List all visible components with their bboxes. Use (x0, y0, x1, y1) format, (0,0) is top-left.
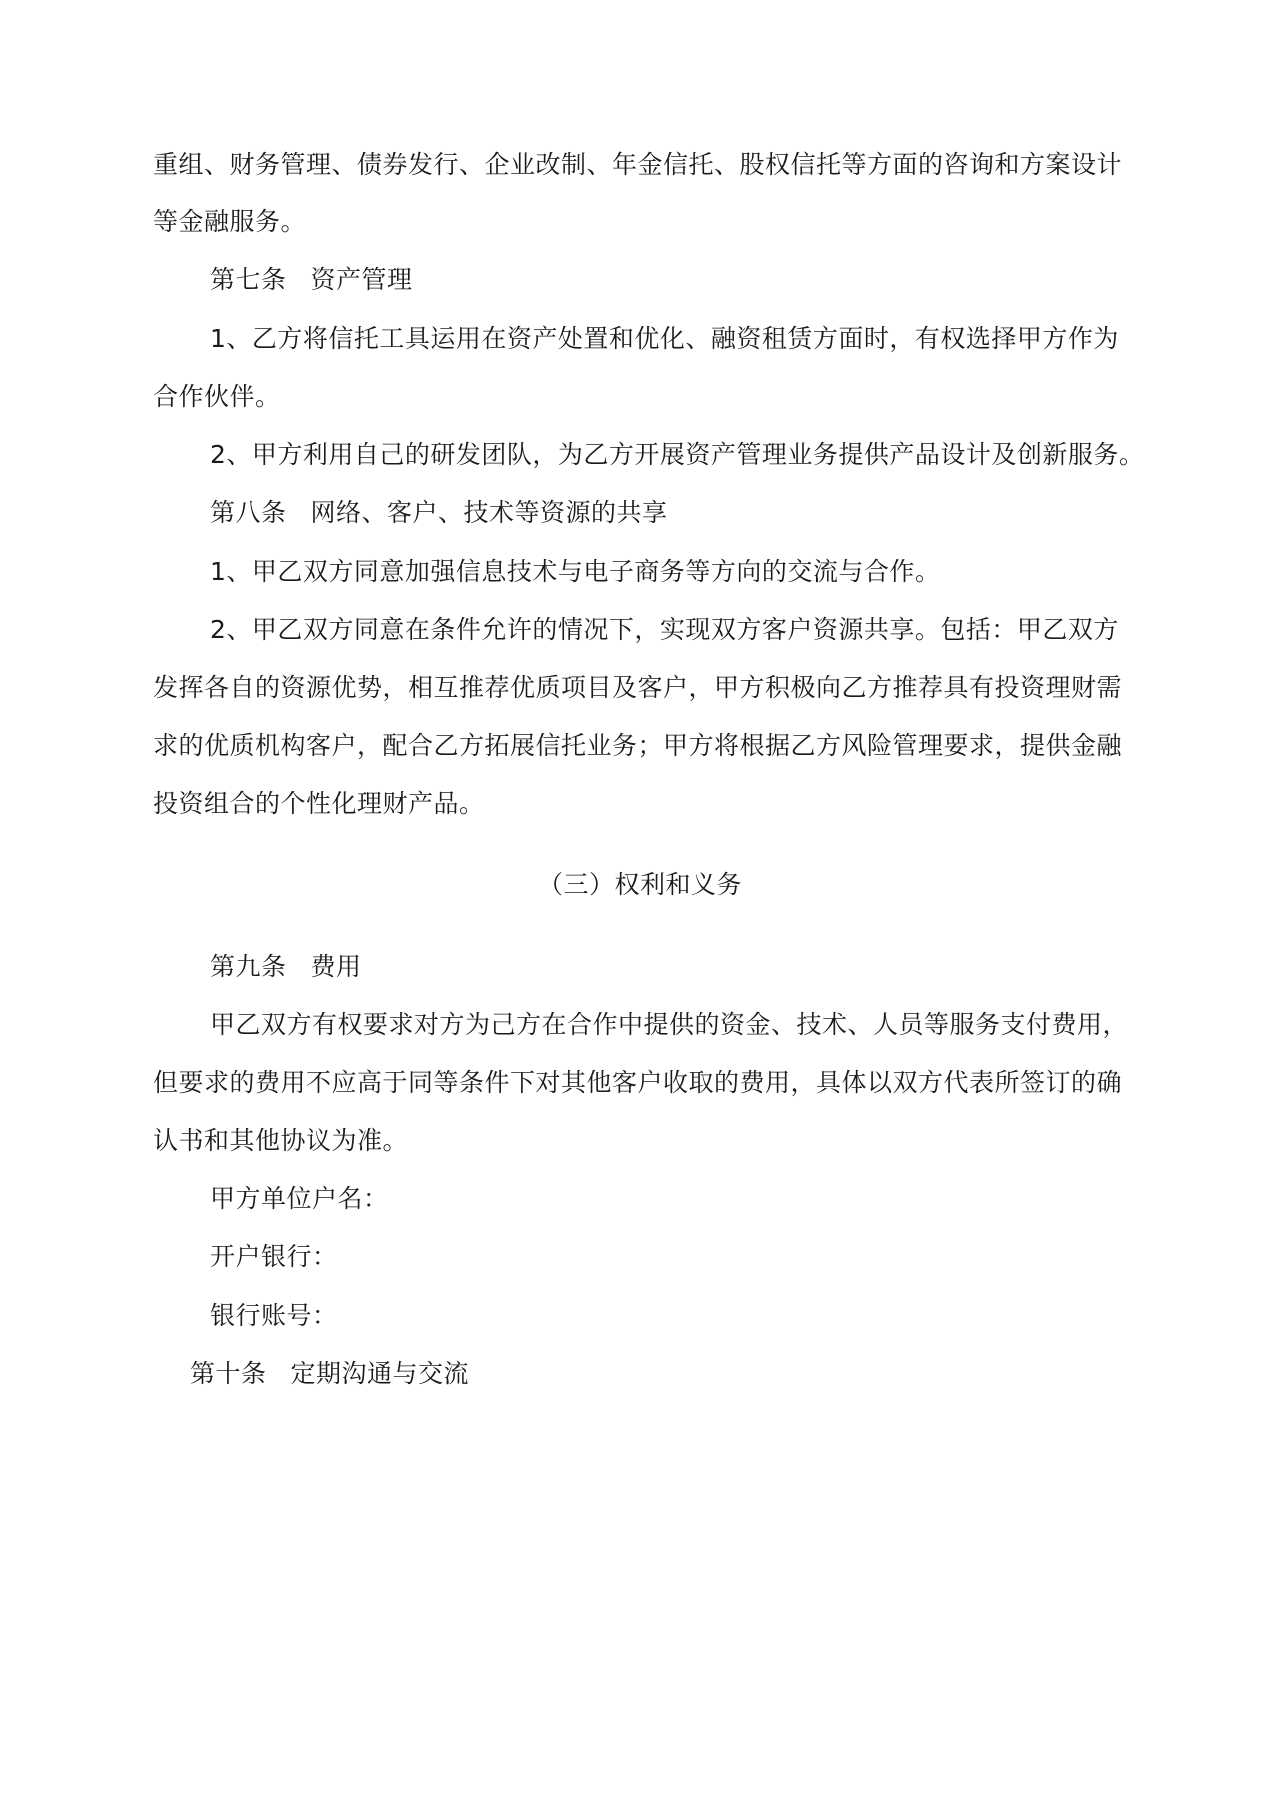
article-8-heading (210, 496, 1143, 530)
body-text-line: 认书和其他协议为准。 (153, 1126, 409, 1155)
article-title: 网络、客户、技术等资源的共享 (310, 498, 668, 527)
bank-label: 开户银行： (210, 1242, 338, 1271)
article-number: 第九条 (210, 952, 287, 981)
account-number-label: 银行账号： (210, 1301, 338, 1330)
body-text-line: 投资组合的个性化理财产品。 (153, 789, 485, 818)
body-text-line: 但要求的费用不应高于同等条件下对其他客户收取的费用，具体以双方代表所签订的确 (153, 1068, 1123, 1097)
article-title: 定期沟通与交流 (290, 1359, 470, 1388)
article-10-heading (190, 1357, 1180, 1391)
article-number: 第七条 (210, 265, 287, 294)
body-text-line: 1、甲乙双方同意加强信息技术与电子商务等方向的交流与合作。 (210, 557, 941, 586)
section-heading: （三）权利和义务 (537, 870, 742, 899)
body-text-line: 2、甲乙双方同意在条件允许的情况下，实现双方客户资源共享。包括：甲乙双方 (210, 615, 1119, 644)
article-number: 第八条 (210, 498, 287, 527)
body-text-line: 合作伙伴。 (153, 382, 281, 411)
body-text-line: 2、甲方利用自己的研发团队，为乙方开展资产管理业务提供产品设计及创新服务。 (210, 440, 1145, 469)
article-9-heading (210, 950, 1143, 984)
article-title: 资产管理 (310, 265, 413, 294)
body-text-line: 重组、财务管理、债券发行、企业改制、年金信托、股权信托等方面的咨询和方案设计 (153, 150, 1123, 179)
body-text-line: 发挥各自的资源优势，相互推荐优质项目及客户，甲方积极向乙方推荐具有投资理财需 (153, 673, 1123, 702)
body-text-line: 甲乙双方有权要求对方为己方在合作中提供的资金、技术、人员等服务支付费用， (210, 1010, 1129, 1039)
body-text-line: 求的优质机构客户，配合乙方拓展信托业务；甲方将根据乙方风险管理要求，提供金融 (153, 731, 1123, 760)
account-name-label: 甲方单位户名： (210, 1184, 389, 1213)
article-number: 第十条 (190, 1359, 267, 1388)
body-text-line: 1、乙方将信托工具运用在资产处置和优化、融资租赁方面时，有权选择甲方作为 (210, 324, 1119, 353)
article-7-heading (210, 263, 1143, 297)
body-text-line: 等金融服务。 (153, 207, 307, 236)
article-title: 费用 (310, 952, 362, 981)
